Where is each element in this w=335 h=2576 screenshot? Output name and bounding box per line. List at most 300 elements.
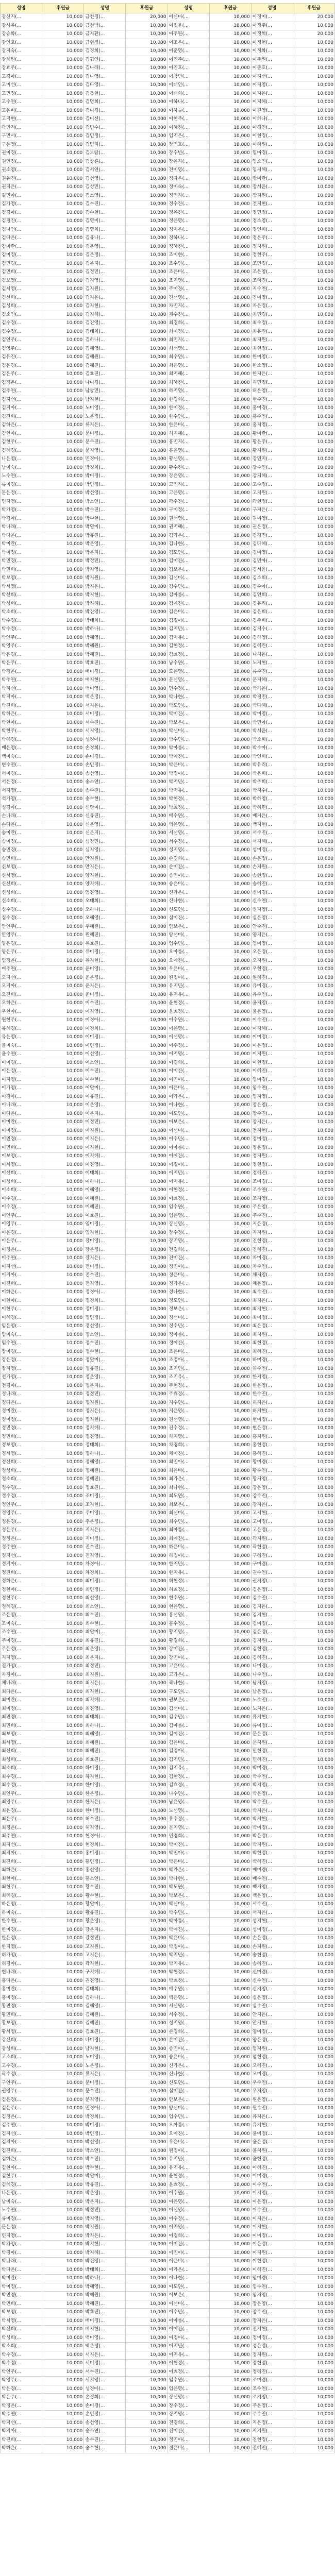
donor-name: 임미경(...: [84, 1221, 126, 1229]
donation-amount: 10,000: [293, 2207, 334, 2215]
donor-name: 박유진(...: [84, 532, 126, 540]
donor-name: 나은영(...: [1, 2190, 42, 2198]
donation-amount: 10,000: [293, 64, 334, 73]
donation-amount: 10,000: [126, 889, 167, 897]
donor-name: 정수진(...: [84, 1340, 126, 1348]
donor-name: 김효정(...: [167, 1782, 209, 1790]
donor-name: 금지환(...: [84, 30, 126, 39]
column-header-name: 성명: [251, 4, 293, 13]
donor-name: 이선영(...: [167, 1033, 209, 1042]
donor-name: 황보영(...: [1, 2020, 42, 2028]
donation-amount: 10,000: [209, 2071, 251, 2079]
donor-name: 김성희(...: [1, 302, 42, 311]
donor-name: 진선영(...: [167, 294, 209, 302]
donation-amount: 10,000: [293, 260, 334, 268]
donor-name: 이은비(...: [167, 2258, 209, 2266]
donation-amount: 10,000: [293, 1663, 334, 1671]
donor-name: 원수진(...: [251, 2105, 293, 2113]
donation-amount: 10,000: [293, 2113, 334, 2122]
donor-name: 김영주(...: [1, 345, 42, 353]
donation-amount: 10,000: [293, 1050, 334, 1059]
donation-amount: 10,000: [126, 2147, 167, 2156]
donation-amount: 10,000: [293, 2368, 334, 2377]
donation-amount: 10,000: [42, 1263, 84, 1272]
donation-amount: 10,000: [42, 1790, 84, 1799]
donation-amount: 10,000: [42, 1025, 84, 1033]
donor-name: 김귀연(...: [84, 56, 126, 64]
table-row: [1, 2113, 335, 2122]
donor-name: 김현주(...: [1, 2173, 42, 2181]
donation-amount: 10,000: [126, 1263, 167, 1272]
donor-name: 장선영(...: [167, 2394, 209, 2402]
donor-name: 한수연(...: [167, 413, 209, 421]
table-row: [1, 1093, 335, 1101]
donor-name: 김소희(...: [251, 574, 293, 583]
donation-amount: 10,000: [126, 336, 167, 345]
donation-amount: 10,000: [126, 141, 167, 149]
donation-amount: 10,000: [209, 2283, 251, 2292]
donor-name: 최현정(...: [251, 1340, 293, 1348]
donation-amount: 10,000: [209, 1595, 251, 1603]
table-row: [1, 1067, 335, 1076]
donation-amount: 10,000: [126, 1144, 167, 1153]
donor-name: 박유진(...: [84, 2181, 126, 2190]
donor-name: 이지민(...: [167, 2343, 209, 2351]
table-row: [1, 1118, 335, 1127]
donor-name: 서수정(...: [167, 838, 209, 846]
donor-name: 허은영(...: [251, 387, 293, 396]
donor-name: 노수진(...: [251, 1697, 293, 1705]
donation-amount: 10,000: [293, 812, 334, 821]
donor-name: 김정아(...: [167, 1748, 209, 1756]
donation-amount: 10,000: [209, 1756, 251, 1765]
donation-amount: 10,000: [209, 1544, 251, 1552]
donor-name: 최연주(...: [1, 1790, 42, 1799]
donation-amount: 10,000: [293, 1391, 334, 1399]
donation-amount: 10,000: [42, 311, 84, 319]
donation-amount: 10,000: [42, 141, 84, 149]
table-row: [1, 30, 335, 39]
donor-name: 남은영(...: [167, 1799, 209, 1807]
donation-amount: 10,000: [293, 872, 334, 880]
donation-amount: 10,000: [42, 1867, 84, 1875]
donation-amount: 10,000: [293, 1170, 334, 1178]
donation-amount: 10,000: [42, 897, 84, 906]
donor-name: 서수진(...: [251, 829, 293, 838]
donation-amount: 10,000: [42, 2309, 84, 2317]
donation-amount: 10,000: [293, 183, 334, 192]
donation-amount: 10,000: [209, 90, 251, 98]
donation-amount: 10,000: [293, 1858, 334, 1867]
donor-name: 박가은(...: [251, 685, 293, 693]
donor-name: 윤효정(...: [167, 2181, 209, 2190]
donation-amount: 10,000: [42, 1510, 84, 1518]
donation-amount: 10,000: [126, 1391, 167, 1399]
donor-name: 금현정(...: [84, 39, 126, 47]
donation-amount: 10,000: [293, 532, 334, 540]
table-row: [1, 863, 335, 872]
table-row: [1, 1960, 335, 1969]
donation-amount: 10,000: [293, 2428, 334, 2436]
donation-amount: 10,000: [42, 1926, 84, 1935]
donation-amount: 10,000: [209, 1901, 251, 1909]
donation-amount: 10,000: [209, 1867, 251, 1875]
donor-name: 권유진(...: [1, 175, 42, 183]
donor-name: 김현정(...: [167, 1773, 209, 1782]
table-row: [1, 1629, 335, 1637]
donor-name: 박현아(...: [1, 719, 42, 727]
donation-amount: 10,000: [126, 1459, 167, 1467]
donor-name: 임지현(...: [84, 1229, 126, 1238]
donor-name: 김하은(...: [1, 421, 42, 430]
table-row: [1, 1603, 335, 1612]
donor-name: 정미정(...: [1, 1416, 42, 1425]
donation-amount: 10,000: [42, 379, 84, 387]
donation-amount: 10,000: [42, 1297, 84, 1306]
donor-name: 박지은(...: [84, 583, 126, 591]
donation-amount: 10,000: [209, 1926, 251, 1935]
donor-name: 최지원(...: [251, 336, 293, 345]
donor-name: 박지유(...: [167, 787, 209, 795]
donor-name: 최선영(...: [84, 1595, 126, 1603]
donor-name: 박은지(...: [84, 549, 126, 557]
donation-amount: 10,000: [42, 821, 84, 829]
donation-amount: 10,000: [293, 1756, 334, 1765]
donor-name: 장수진(...: [251, 1110, 293, 1118]
donor-name: 김연주(...: [1, 336, 42, 345]
donor-name: 서지영(...: [1, 787, 42, 795]
donation-amount: 10,000: [42, 1272, 84, 1280]
donation-amount: 10,000: [126, 821, 167, 829]
donation-amount: 10,000: [293, 770, 334, 778]
donation-amount: 10,000: [42, 2105, 84, 2113]
donor-name: 현미정(...: [251, 1416, 293, 1425]
table-row: [1, 1586, 335, 1595]
donor-name: 최미경(...: [84, 1578, 126, 1586]
table-row: [1, 1025, 335, 1033]
donation-amount: 10,000: [42, 39, 84, 47]
donor-name: 최주연(...: [1, 1833, 42, 1841]
donation-amount: 10,000: [293, 880, 334, 889]
donor-name: 장은정(...: [1, 1357, 42, 1365]
donation-amount: 10,000: [293, 1076, 334, 1084]
donor-name: 이지유(...: [167, 1178, 209, 1187]
donor-name: 안연주(...: [1, 923, 42, 931]
donor-name: 류수정(...: [167, 1816, 209, 1824]
donor-name: 오예진(...: [167, 2130, 209, 2139]
donation-amount: 10,000: [293, 1425, 334, 1433]
donor-name: 고수경(...: [1, 2062, 42, 2071]
donation-amount: 10,000: [42, 251, 84, 260]
donor-name: 정지원(...: [251, 243, 293, 251]
donation-amount: 10,000: [126, 175, 167, 183]
donor-name: 한미경(...: [1, 1926, 42, 1935]
table-row: [1, 1493, 335, 1501]
donation-amount: 10,000: [209, 2377, 251, 2385]
table-row: [1, 523, 335, 532]
donation-amount: 10,000: [42, 1969, 84, 1977]
donation-amount: 10,000: [209, 2113, 251, 2122]
donation-amount: 10,000: [209, 421, 251, 430]
table-row: [1, 736, 335, 744]
donation-amount: 10,000: [126, 1552, 167, 1561]
donor-name: 이지영(...: [84, 1008, 126, 1016]
donation-amount: 10,000: [293, 328, 334, 336]
donation-amount: 10,000: [42, 2096, 84, 2105]
donor-name: 오하은(...: [1, 999, 42, 1008]
donation-amount: 10,000: [42, 1467, 84, 1476]
donor-name: 박민정(...: [84, 2130, 126, 2139]
donor-name: 유지민(...: [167, 2156, 209, 2164]
donor-name: 최미란(...: [1, 1697, 42, 1705]
donor-name: 김정은(...: [1, 379, 42, 387]
donation-amount: 10,000: [126, 1892, 167, 1901]
donation-amount: 10,000: [209, 2062, 251, 2071]
donation-amount: 10,000: [293, 209, 334, 217]
donor-name: 김나연(...: [1, 226, 42, 234]
donor-name: 박가영(...: [1, 506, 42, 515]
donation-amount: 10,000: [42, 413, 84, 421]
donation-amount: 10,000: [42, 1646, 84, 1654]
donation-amount: 10,000: [209, 1476, 251, 1484]
donation-amount: 10,000: [126, 2334, 167, 2343]
donor-name: 주수진(...: [251, 1212, 293, 1221]
donor-name: 한지은(...: [251, 370, 293, 379]
donation-amount: 10,000: [42, 387, 84, 396]
table-row: [1, 1986, 335, 1994]
donor-name: 최도연(...: [167, 1493, 209, 1501]
donation-amount: 10,000: [126, 583, 167, 591]
donation-amount: 10,000: [293, 1969, 334, 1977]
donation-amount: 10,000: [209, 158, 251, 166]
donor-name: 박지수(...: [251, 787, 293, 795]
donation-amount: 10,000: [293, 481, 334, 489]
donor-name: 이수연(...: [167, 1016, 209, 1025]
table-row: [1, 141, 335, 149]
donation-amount: 10,000: [42, 1518, 84, 1527]
table-row: [1, 727, 335, 736]
donation-amount: 10,000: [126, 1960, 167, 1969]
table-row: [1, 1476, 335, 1484]
donor-name: 박현정(...: [167, 1969, 209, 1977]
donation-amount: 10,000: [209, 2385, 251, 2394]
donation-amount: 10,000: [209, 2292, 251, 2300]
donation-amount: 10,000: [293, 1033, 334, 1042]
donation-amount: 10,000: [42, 1323, 84, 1331]
donation-amount: 10,000: [126, 753, 167, 761]
donation-amount: 10,000: [126, 1646, 167, 1654]
table-row: [1, 1076, 335, 1084]
table-row: [1, 1229, 335, 1238]
donation-amount: 10,000: [126, 812, 167, 821]
donation-amount: 10,000: [126, 192, 167, 200]
donation-amount: 10,000: [293, 1569, 334, 1578]
donation-amount: 10,000: [126, 1697, 167, 1705]
donation-amount: 10,000: [209, 515, 251, 523]
donation-amount: 10,000: [126, 897, 167, 906]
donor-name: 이지영(...: [251, 81, 293, 90]
donation-amount: 10,000: [209, 651, 251, 659]
donation-amount: 10,000: [42, 2385, 84, 2394]
table-row: [1, 370, 335, 379]
donor-name: 이지영(...: [167, 1050, 209, 1059]
table-row: [1, 2020, 335, 2028]
donation-amount: 10,000: [293, 2173, 334, 2181]
donor-name: 정진희(...: [1, 1569, 42, 1578]
donor-name: 조지영(...: [251, 1195, 293, 1204]
donation-amount: 10,000: [209, 438, 251, 447]
donor-name: 박유리(...: [251, 761, 293, 770]
donation-amount: 10,000: [209, 2368, 251, 2377]
donation-amount: 10,000: [209, 1680, 251, 1688]
table-row: [1, 319, 335, 328]
donation-amount: 10,000: [126, 1059, 167, 1067]
donation-amount: 10,000: [126, 1629, 167, 1637]
donation-amount: 10,000: [209, 2266, 251, 2275]
donor-name: 고지은(...: [84, 1952, 126, 1960]
donor-name: 허지현(...: [251, 1408, 293, 1416]
donor-name: 이지영(...: [167, 2224, 209, 2232]
donation-amount: 10,000: [42, 795, 84, 804]
donation-amount: 10,000: [126, 1272, 167, 1280]
donor-name: 박정민(...: [84, 557, 126, 566]
donor-name: 손은정(...: [251, 855, 293, 863]
donation-amount: 10,000: [293, 2292, 334, 2300]
donor-name: 김수경(...: [1, 319, 42, 328]
donor-name: 정지아(...: [1, 1561, 42, 1569]
donation-amount: 10,000: [293, 1892, 334, 1901]
donor-name: 박선희(...: [1, 2326, 42, 2334]
donation-amount: 10,000: [293, 1442, 334, 1450]
donation-amount: 10,000: [293, 821, 334, 829]
donation-amount: 10,000: [126, 1637, 167, 1646]
donor-name: 장수정(...: [167, 2402, 209, 2411]
donation-amount: 10,000: [126, 1221, 167, 1229]
donor-name: 황유진(...: [84, 1909, 126, 1918]
donation-amount: 10,000: [293, 430, 334, 438]
donor-name: 엄수민(...: [167, 940, 209, 948]
donor-name: 이가은(...: [167, 2266, 209, 2275]
donor-name: 박미정(...: [251, 1824, 293, 1833]
donor-name: 정은영(...: [167, 217, 209, 226]
table-row: [1, 574, 335, 583]
table-row: [1, 1807, 335, 1816]
donation-amount: 10,000: [42, 175, 84, 183]
table-row: [1, 243, 335, 251]
table-row: [1, 1314, 335, 1323]
donation-amount: 10,000: [126, 115, 167, 124]
donation-amount: 10,000: [126, 1833, 167, 1841]
donor-name: 윤지영(...: [251, 999, 293, 1008]
donation-amount: 10,000: [209, 1161, 251, 1170]
donor-name: 정미정(...: [251, 2334, 293, 2343]
donor-name: 이민경(...: [1, 1136, 42, 1144]
donor-name: 이미진(...: [167, 2241, 209, 2249]
table-row: [1, 914, 335, 923]
donor-name: 강신지(...: [1, 13, 42, 22]
donation-amount: 10,000: [126, 226, 167, 234]
donor-name: 강지혜(...: [251, 472, 293, 481]
donation-amount: 10,000: [126, 566, 167, 574]
donor-name: 진혜진(...: [251, 2445, 293, 2453]
donor-name: 민경아(...: [84, 2105, 126, 2113]
table-row: [1, 1680, 335, 1688]
donation-amount: 10,000: [42, 1637, 84, 1646]
table-row: [1, 923, 335, 931]
donation-amount: 10,000: [126, 396, 167, 404]
donor-name: 장지영(...: [167, 1238, 209, 1246]
donor-name: 이해인(...: [251, 124, 293, 132]
donor-name: 문선영(...: [167, 676, 209, 685]
donor-name: 이수민(...: [167, 2309, 209, 2317]
donation-amount: 10,000: [126, 124, 167, 132]
donor-name: 정연희(...: [251, 226, 293, 234]
donation-amount: 10,000: [126, 931, 167, 940]
donation-amount: 10,000: [42, 1918, 84, 1926]
donation-amount: 10,000: [126, 1365, 167, 1374]
donor-name: 정하나(...: [167, 234, 209, 243]
donation-amount: 10,000: [42, 1943, 84, 1952]
donor-name: 정다은(...: [1, 1399, 42, 1408]
donation-amount: 10,000: [293, 855, 334, 863]
table-row: [1, 770, 335, 778]
donation-amount: 10,000: [293, 583, 334, 591]
donor-name: 최영주(...: [1, 1799, 42, 1807]
donation-amount: 10,000: [293, 379, 334, 387]
donor-name: 전지영(...: [84, 1280, 126, 1289]
donor-name: 이미경(...: [84, 1033, 126, 1042]
table-row: [1, 1977, 335, 1986]
donation-amount: 10,000: [126, 2198, 167, 2207]
table-row: [1, 2088, 335, 2096]
donation-amount: 10,000: [126, 1705, 167, 1714]
table-row: [1, 22, 335, 30]
donation-amount: 10,000: [293, 2377, 334, 2385]
donor-name: 김지수(...: [251, 625, 293, 634]
donation-amount: 10,000: [42, 1620, 84, 1629]
donation-amount: 10,000: [42, 268, 84, 277]
donor-name: 김현아(...: [1, 430, 42, 438]
donor-name: 김선미(...: [167, 1705, 209, 1714]
donation-amount: 10,000: [293, 1518, 334, 1527]
donation-amount: 10,000: [293, 1850, 334, 1858]
donation-amount: 10,000: [126, 1076, 167, 1084]
donation-amount: 10,000: [209, 1178, 251, 1187]
donation-amount: 10,000: [209, 2419, 251, 2428]
donation-amount: 10,000: [209, 1229, 251, 1238]
donation-amount: 10,000: [293, 1187, 334, 1195]
donor-name: 이은지(...: [84, 1110, 126, 1118]
donation-amount: 10,000: [209, 719, 251, 727]
donation-amount: 10,000: [126, 515, 167, 523]
donor-name: 권보은(...: [167, 1697, 209, 1705]
donation-amount: 10,000: [293, 1289, 334, 1297]
table-row: [1, 1561, 335, 1569]
donation-amount: 10,000: [126, 2411, 167, 2419]
donation-amount: 10,000: [42, 1765, 84, 1773]
donation-amount: 10,000: [209, 1773, 251, 1782]
donation-amount: 10,000: [42, 957, 84, 965]
donor-name: 문수진(...: [84, 2088, 126, 2096]
donation-amount: 10,000: [42, 1603, 84, 1612]
donor-name: 민지영(...: [1, 2232, 42, 2241]
donor-name: 권미경(...: [1, 149, 42, 158]
donor-name: 권선영(...: [167, 515, 209, 523]
donor-name: 원혜진(...: [84, 931, 126, 940]
donor-name: 이진영(...: [251, 107, 293, 115]
donation-amount: 10,000: [42, 736, 84, 744]
donor-name: 하미경(...: [251, 1357, 293, 1365]
